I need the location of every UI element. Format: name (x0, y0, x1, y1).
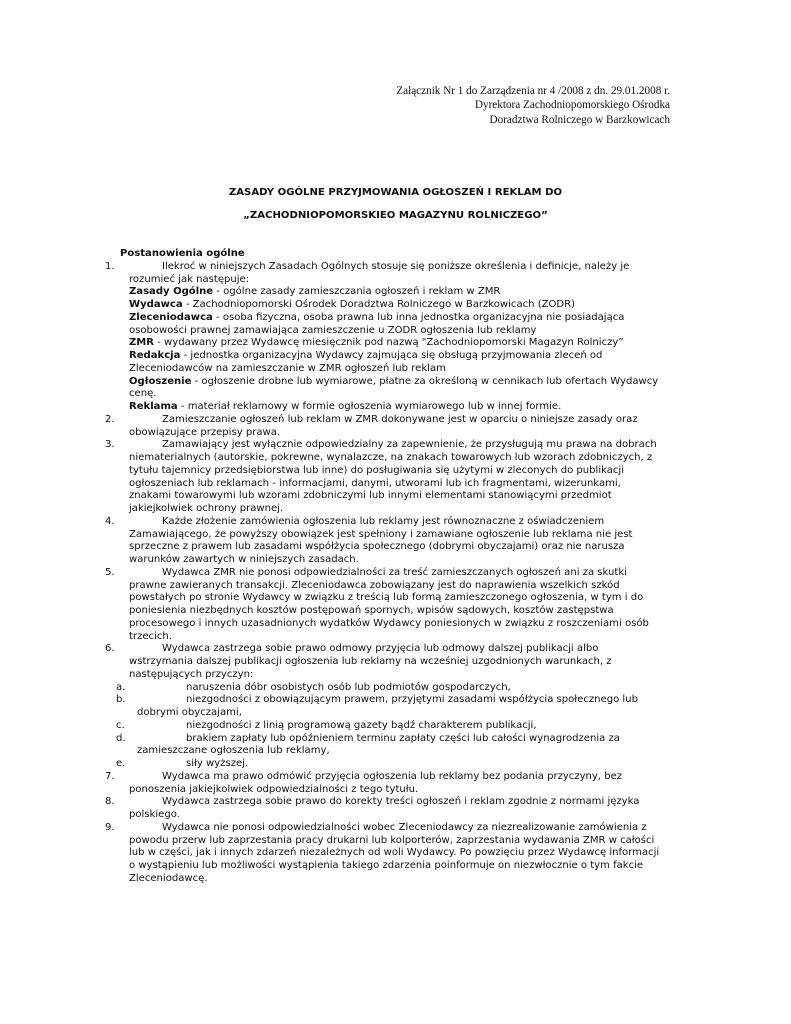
list-item-8 (105, 796, 661, 822)
definition-term: Reklama (129, 401, 178, 412)
definition-zleceniodawca (129, 312, 661, 338)
item-text: Wydawca ZMR nie ponosi odpowiedzialności za treść zamieszczanych ogłoszeń ani za skutki prawne zawieranych transakcji. Zleceniodawca zobowiązany jest do naprawienia wszelkich szkód powstałych po stronie Wydawcy w związku z treścią lub formą zamieszczonego ogłoszenia, w tym i do poniesienia niezbędnych kosztów postępowań spornych, wpisów sądowych, kosztów zastępstwa procesowego i innych uzasadnionych wydatków Wydawcy poniesionych w związku z roszczeniami osób trzecich. (129, 566, 649, 642)
sub-item-d (116, 732, 661, 759)
document-title-line-1: ZASADY OGÓLNE PRZYJMOWANIA OGŁOSZEŃ I REKLAM DO (228, 187, 563, 198)
definition-term: Redakcja (129, 350, 181, 361)
item-text: Wydawca zastrzega sobie prawo odmowy przyjęcia lub odmowy dalszej publikacji albo wstrzymania dalszej publikacji ogłoszenia lub reklamy na wcześniej uzgodnionych warunkach, z następujących przyczyn: (129, 643, 612, 680)
definition-text: - osoba fizyczna, osoba prawna lub inna jednostka organizacyjna nie posiadająca osobowości prawnej zamawiająca zamieszczenie u ZODR ogłoszenia lub reklamy (129, 311, 625, 336)
sub-item-letter: e. (116, 758, 126, 769)
list-item-5 (105, 566, 661, 644)
definition-redakcja (129, 350, 661, 376)
definition-term: Ogłoszenie (129, 375, 192, 387)
item-number: 1. (105, 260, 115, 272)
sub-item-letter: a. (116, 681, 126, 693)
definition-zasady-ogolne (129, 286, 661, 299)
item-text: Wydawca nie ponosi odpowiedzialności wobec Zleceniodawcy za niezrealizowanie zamówienia z powodu przerw lub zaprzestania pracy drukarni lub kolporterów, zaprzestania wydawania ZMR w całości lub w części, jak i innych zdarzeń niezależnych od woli Wydawcy. Po powzięciu przez Wydawcę informacji o wystąpieniu lub możliwości wystąpienia takiego zdarzenia poinformuje on niezwłocznie o tym fakcie Zleceniodawcę. (129, 821, 660, 884)
sub-item-letter: b. (116, 694, 126, 706)
item-text: Wydawca ma prawo odmówić przyjęcia ogłoszenia lub reklamy bez podania przyczyny, bez ponoszenia jakiejkolwiek odpowiedzialności z tego tytułu. (129, 770, 623, 795)
item-number: 4. (105, 515, 115, 527)
header-line-1: Załącznik Nr 1 do Zarządzenia nr 4 /2008 z dn. 29.01.2008 r. (396, 85, 670, 97)
list-item-1 (105, 260, 661, 414)
list-item-9 (105, 821, 661, 886)
sub-item-text: naruszenia dóbr osobistych osób lub podmiotów gospodarczych, (186, 681, 511, 693)
sub-item-text: niezgodności z linią programową gazety bądź charakterem publikacji, (186, 719, 537, 731)
sub-item-e (116, 758, 661, 771)
list-item-3 (105, 439, 661, 516)
document-header (270, 84, 670, 127)
header-line-2: Dyrektora Zachodniopomorskiego Ośrodka (474, 99, 670, 112)
item-number: 7. (105, 770, 115, 782)
item-text: Wydawca zastrzega sobie prawo do korekty treści ogłoszeń i reklam zgodnie z normami języka polskiego. (129, 796, 640, 820)
item-number: 6. (105, 643, 115, 655)
sub-item-text: brakiem zapłaty lub opóźnieniem terminu zapłaty części lub całości wynagrodzenia za zamieszczane ogłoszenia lub reklamy, (137, 732, 620, 757)
definition-text: - wydawany przez Wydawcę miesięcznik pod nazwą "Zachodniopomorski Magazyn Rolniczy” (154, 337, 624, 349)
item-text: Zamawiający jest wyłącznie odpowiedzialny za zapewnienie, że przysługują mu prawa na dobrach niematerialnych (autorskie, pokrewne, wynalazcze, na znakach towarowych lub wzorach zdobniczych, z tytułu tajemnicy przedsiębiorstwa lub inne) do posługiwania się użytymi w zleconych do publikacji ogłoszeniach lub reklamach - informacjami, danymi, utworami lub ich fragmentami, wizerunkami, znakami towarowymi lub wzorami zdobniczymi lub innymi elementami stanowiącymi przedmiot jakiejkolwiek ochrony prawnej. (129, 439, 657, 514)
list-item-4 (105, 515, 661, 567)
item-text: Zamieszczanie ogłoszeń lub reklam w ZMR dokonywane jest w oparciu o niniejsze zasady oraz obowiązujące przepisy prawa. (129, 413, 638, 438)
definition-zmr (129, 337, 661, 350)
item-number: 5. (105, 566, 115, 578)
definition-wydawca (129, 299, 661, 312)
sub-item-c (116, 719, 661, 733)
definition-text: - Zachodniopomorski Ośrodek Doradztwa Rolniczego w Barzkowicach (ZODR) (182, 299, 576, 310)
item-number: 9. (105, 821, 115, 833)
definition-term: Zleceniodawca (129, 311, 213, 323)
item-number: 3. (105, 439, 115, 451)
definition-text: - materiał reklamowy w formie ogłoszenia wymiarowego lub w innej formie. (177, 401, 562, 412)
document-title-line-2: „ZACHODNIOPOMORSKIEO MAGAZYNU ROLNICZEGO” (243, 210, 548, 221)
section-heading: Postanowienia ogólne (120, 248, 245, 259)
sub-item-letter: d. (116, 732, 126, 744)
item-text: Każde złożenie zamówienia ogłoszenia lub reklamy jest równoznaczne z oświadczeniem Zamawiającego, że powyższy obowiązek jest spełniony i zamawiane ogłoszenie lub reklama nie jest sprzeczne z prawem lub zasadami współżycia społecznego (dobrymi obyczajami) oraz nie narusza warunków zawartych w niniejszych zasadach. (129, 515, 633, 565)
sub-item-letter: c. (116, 719, 125, 731)
definition-ogloszenie (129, 376, 661, 402)
header-line-3: Doradztwa Rolniczego w Barzkowicach (489, 113, 670, 126)
item-text: Ilekroć w niniejszych Zasadach Ogólnych stosuje się poniższe określenia i definicje, należy je rozumieć jak następuje: (129, 260, 630, 285)
sub-item-text: niezgodności z obowiązującym prawem, przyjętymi zasadami współżycia społecznego lub dobrymi obyczajami, (137, 694, 638, 718)
list-item-6 (105, 643, 661, 681)
definition-text: - ogłoszenie drobne lub wymiarowe, płatne za określoną w cennikach lub ofertach Wydawcy cenę. (129, 375, 659, 400)
definition-text: - ogólne zasady zamieszczania ogłoszeń i reklam w ZMR (213, 286, 501, 298)
definition-term: Zasady Ogólne (129, 286, 214, 298)
definition-reklama (129, 401, 661, 414)
document-body (0, 248, 791, 886)
definition-term: ZMR (129, 337, 155, 349)
definition-text: - jednostka organizacyjna Wydawcy zajmująca się obsługą przyjmowania zleceń od Zleceniodawców na zamieszczanie w ZMR ogłoszeń lub reklam (129, 350, 603, 374)
item-number: 2. (105, 413, 115, 425)
item-number: 8. (105, 796, 115, 808)
definition-term: Wydawca (129, 299, 183, 310)
list-item-2 (105, 413, 661, 440)
sub-item-text: siły wyższej. (186, 758, 249, 769)
list-item-7 (105, 770, 661, 797)
sub-item-b (116, 694, 661, 720)
sub-item-a (116, 681, 661, 695)
